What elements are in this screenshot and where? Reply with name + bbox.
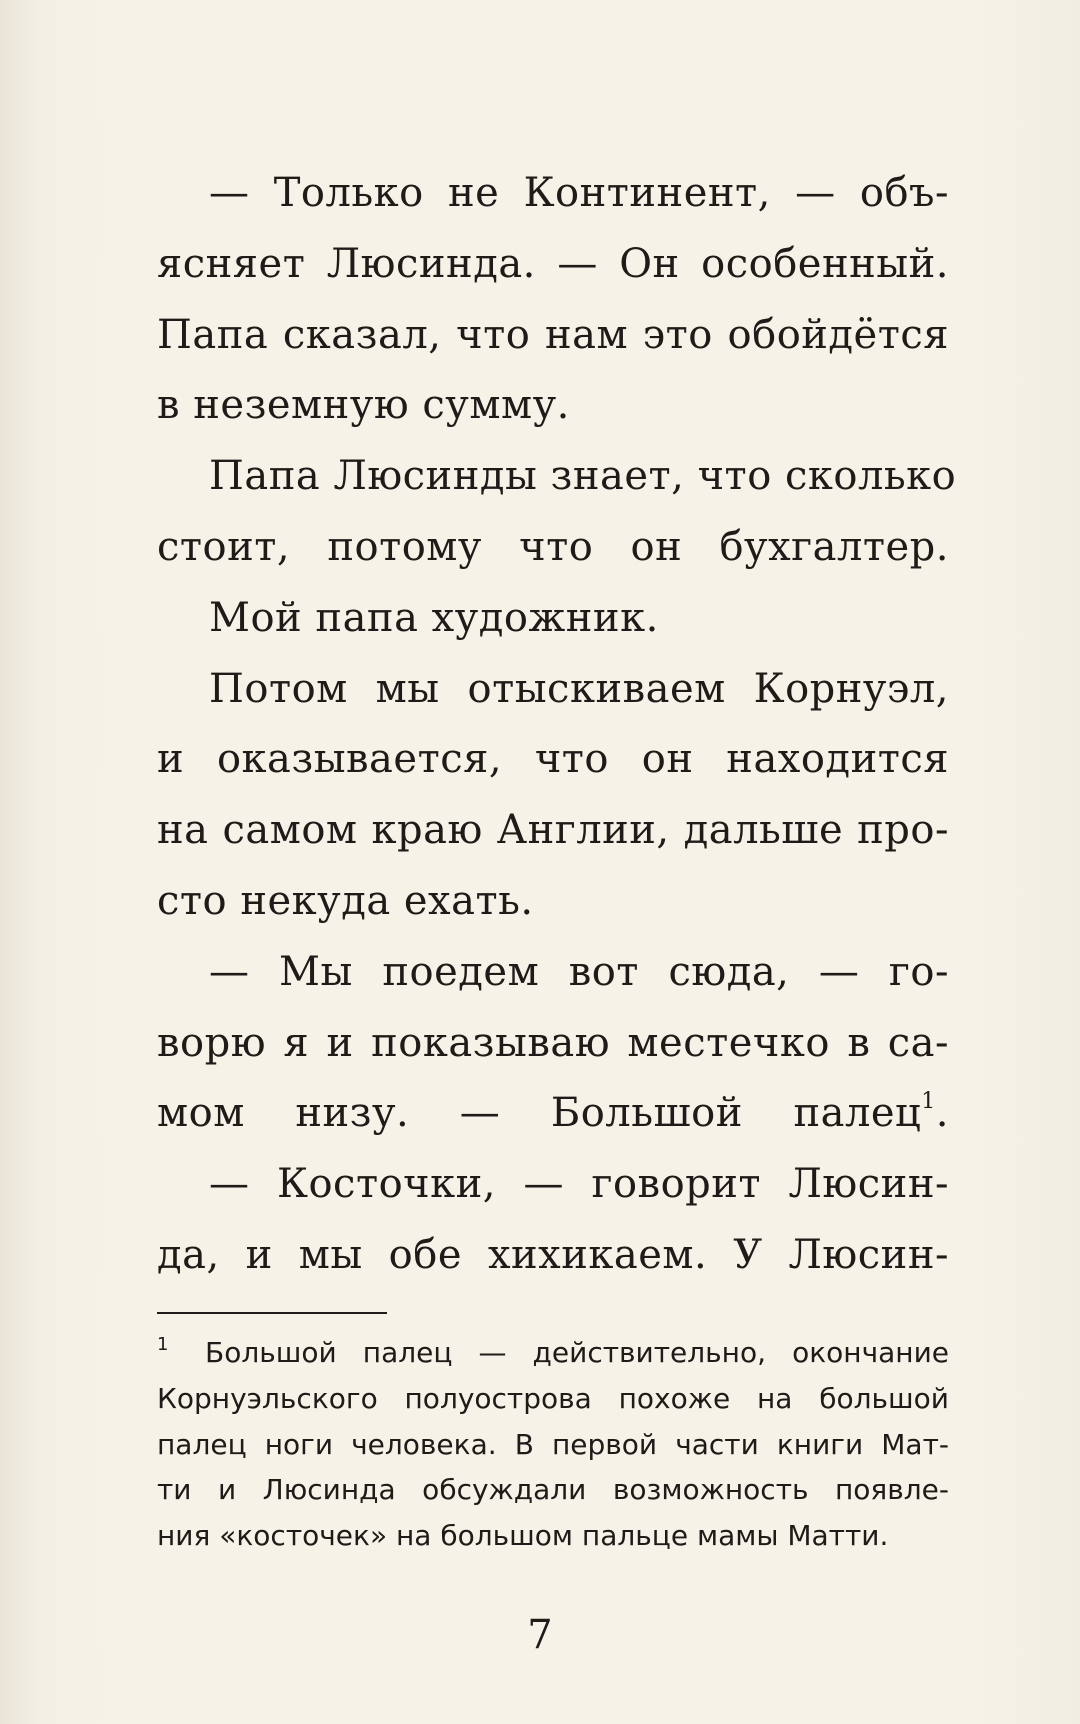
text-line: да, и мы обе хихикаем. У Люсин- <box>157 1231 949 1278</box>
footnote-line: палец ноги человека. В первой части книги Мат- <box>157 1427 949 1461</box>
text-line: Папа сказал, что нам это обойдётся <box>157 311 949 358</box>
footnote-number: 1 <box>157 1334 169 1355</box>
footnote-line <box>157 1330 949 1376</box>
text-line: Потом мы отыскиваем Корнуэл, <box>209 665 949 712</box>
footnote-line-text: Большой палец — действительно, окончание <box>205 1336 949 1369</box>
text-line: в неземную сумму. <box>157 382 570 429</box>
text-line: стоит, потому что он бухгалтер. <box>157 523 949 570</box>
page-number: 7 <box>527 1612 553 1658</box>
footnote-line: ти и Люсинда обсуждали возможность появле- <box>157 1473 949 1507</box>
text-line-content: мом низу. — Большой палец <box>157 1090 922 1137</box>
footnote <box>157 1330 949 1559</box>
text-line: ясняет Люсинда. — Он особенный. <box>157 240 949 287</box>
text-line: — Только не Континент, — объ- <box>209 170 949 216</box>
footnote-line: Корнуэльского полуострова похоже на большой <box>157 1381 949 1415</box>
footnote-line: ния «косточек» на большом пальце мамы Матти. <box>157 1519 889 1553</box>
sentence-period: . <box>935 1090 949 1137</box>
text-line: Мой папа художник. <box>209 594 659 641</box>
footnote-separator <box>157 1312 387 1314</box>
text-line-with-footnote-ref <box>157 1078 949 1149</box>
text-line: и оказывается, что он находится <box>157 736 949 783</box>
footnote-reference[interactable]: 1 <box>921 1089 936 1115</box>
text-line: — Косточки, — говорит Люсин- <box>209 1161 949 1208</box>
text-line: Папа Люсинды знает, что сколько <box>209 453 957 500</box>
text-line: ворю я и показываю местечко в са- <box>157 1019 949 1066</box>
text-line: сто некуда ехать. <box>157 877 534 924</box>
text-line: — Мы поедем вот сюда, — го- <box>209 948 949 995</box>
text-line: на самом краю Англии, дальше про- <box>157 807 949 854</box>
main-text <box>157 158 957 1291</box>
